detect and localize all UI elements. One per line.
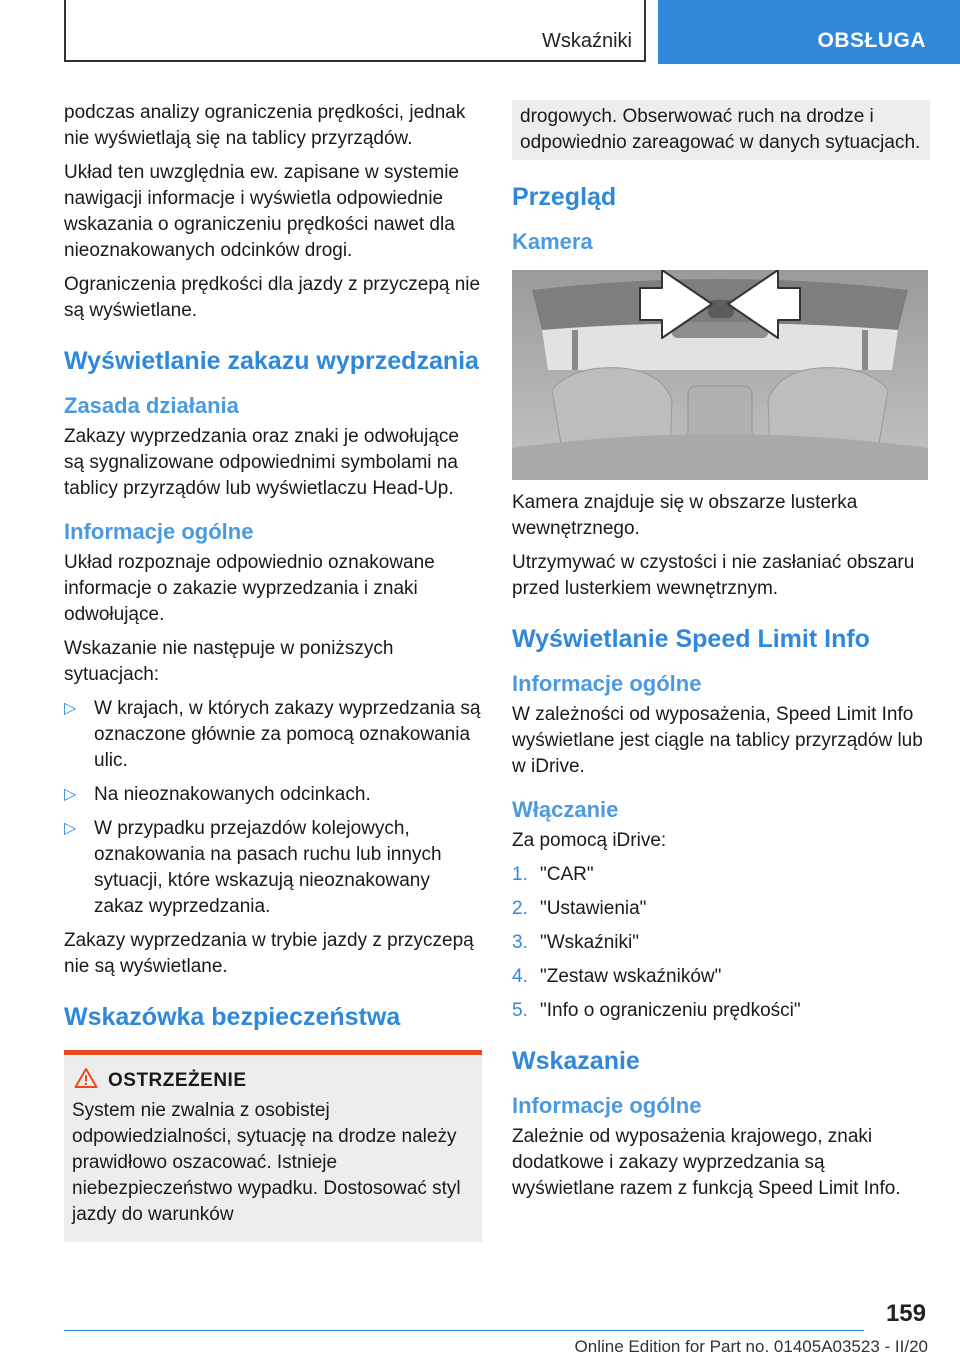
step-number: 2. [512, 898, 528, 919]
page-header [0, 0, 960, 66]
warning-text: System nie zwalnia z osobistej odpowiedzialności, sytuację na drodze należy prawidłowo oszacować. Istnieje niebezpieczeństwo wypadku. Dostosować styl jazdy do warunków [72, 1100, 461, 1225]
heading-display: Wskazanie [512, 1047, 640, 1075]
paragraph: Ograniczenia prędkości dla jazdy z przyczepą nie są wyświetlane. [64, 274, 481, 321]
edition-text: Online Edition for Part no. 01405A03523 - II/20 [574, 1337, 928, 1356]
heading-overtake-display: Wyświetlanie zakazu wyprzedzania [64, 347, 479, 375]
step-number: 3. [512, 932, 528, 953]
step-text: "Wskaźniki" [540, 932, 639, 953]
chapter-title: Wskaźniki [541, 30, 632, 52]
list-item [512, 930, 930, 956]
paragraph: podczas analizy ograniczenia prędkości, jednak nie wyświetlają się na tablicy przyrządów. [64, 102, 466, 149]
page-number: 159 [885, 1300, 926, 1327]
paragraph: Za pomocą iDrive: [512, 830, 667, 851]
step-number: 1. [512, 864, 528, 885]
step-number: 5. [512, 1000, 528, 1021]
paragraph: Utrzymywać w czystości i nie zasłaniać obszaru przed lusterkiem wewnętrznym. [512, 552, 915, 599]
step-text: "Zestaw wskaźników" [540, 966, 722, 987]
warning-triangle-icon [74, 1067, 98, 1094]
paragraph: Zakazy wyprzedzania oraz znaki je odwołujące są sygnalizowane odpowiednimi symbolami na tablicy przyrządów lub wyświetlaczu Head-Up. [64, 426, 459, 499]
paragraph: Zależnie od wyposażenia krajowego, znaki dodatkowe i zakazy wyprzedzania są wyświetlane razem z funkcją Speed Limit Info. [512, 1126, 901, 1199]
heading-safety: Wskazówka bezpieczeństwa [64, 1003, 401, 1031]
heading-general-info: Informacje ogólne [64, 519, 254, 544]
list-item [64, 816, 482, 920]
list-item-text: W krajach, w których zakazy wyprzedzania są oznaczone głównie za pomocą oznakowania ulic. [94, 698, 481, 771]
bullet-triangle-icon: ▷ [64, 820, 77, 837]
step-text: "Info o ograniczeniu prędkości" [540, 1000, 801, 1021]
warning-title: OSTRZEŻENIE [108, 1069, 247, 1091]
bullet-list [64, 696, 482, 920]
list-item [512, 896, 930, 922]
bullet-triangle-icon: ▷ [64, 700, 77, 717]
heading-overview: Przegląd [512, 183, 617, 211]
heading-general-info: Informacje ogólne [512, 1093, 702, 1118]
steps-list [512, 862, 930, 1024]
list-item-text: W przypadku przejazdów kolejowych, oznakowania na pasach ruchu lub innych sytuacji, które wskazują nieoznakowany zakaz wyprzedzania. [94, 818, 442, 917]
list-item [512, 998, 930, 1024]
paragraph: Układ ten uwzględnia ew. zapisane w systemie nawigacji informacje i wyświetla odpowiednie wskazania o ograniczeniu prędkości nawet dla nieoznakowanych odcinków drogi. [64, 162, 459, 261]
heading-speed-limit-info: Wyświetlanie Speed Limit Info [512, 625, 870, 653]
section-tab [658, 0, 960, 64]
heading-principle: Zasada działania [64, 393, 239, 418]
chapter-tab [64, 0, 646, 62]
paragraph: Układ rozpoznaje odpowiednio oznakowane informacje o zakazie wyprzedzania i znaki odwołujące. [64, 552, 435, 625]
bullet-triangle-icon: ▷ [64, 786, 77, 803]
camera-location-illustration [512, 270, 928, 480]
list-item-text: Na nieoznakowanych odcinkach. [94, 784, 371, 805]
step-text: "CAR" [540, 864, 594, 885]
warning-text: drogowych. Obserwować ruch na drodze i odpowiednio zareagować w danych sytuacjach. [520, 106, 921, 153]
step-number: 4. [512, 966, 528, 987]
section-title: OBSŁUGA [817, 29, 926, 52]
paragraph: W zależności od wyposażenia, Speed Limit Info wyświetlane jest ciągle na tablicy przyrządów lub w iDrive. [512, 704, 923, 777]
warning-box-continued [512, 100, 930, 160]
list-item [64, 696, 482, 774]
list-item [512, 964, 930, 990]
step-text: "Ustawienia" [540, 898, 647, 919]
paragraph: Zakazy wyprzedzania w trybie jazdy z przyczepą nie są wyświetlane. [64, 930, 474, 977]
heading-activation: Włączanie [512, 797, 619, 822]
warning-header [72, 1067, 476, 1094]
right-column [512, 100, 930, 1210]
warning-box [64, 1050, 482, 1242]
footer-divider [64, 1330, 864, 1331]
left-column [64, 100, 482, 1242]
heading-camera: Kamera [512, 229, 593, 254]
paragraph: Wskazanie nie następuje w poniższych sytuacjach: [64, 638, 394, 685]
heading-general-info: Informacje ogólne [512, 671, 702, 696]
paragraph: Kamera znajduje się w obszarze lusterka wewnętrznego. [512, 492, 858, 539]
list-item [512, 862, 930, 888]
page-footer [0, 1290, 960, 1362]
list-item [64, 782, 482, 808]
